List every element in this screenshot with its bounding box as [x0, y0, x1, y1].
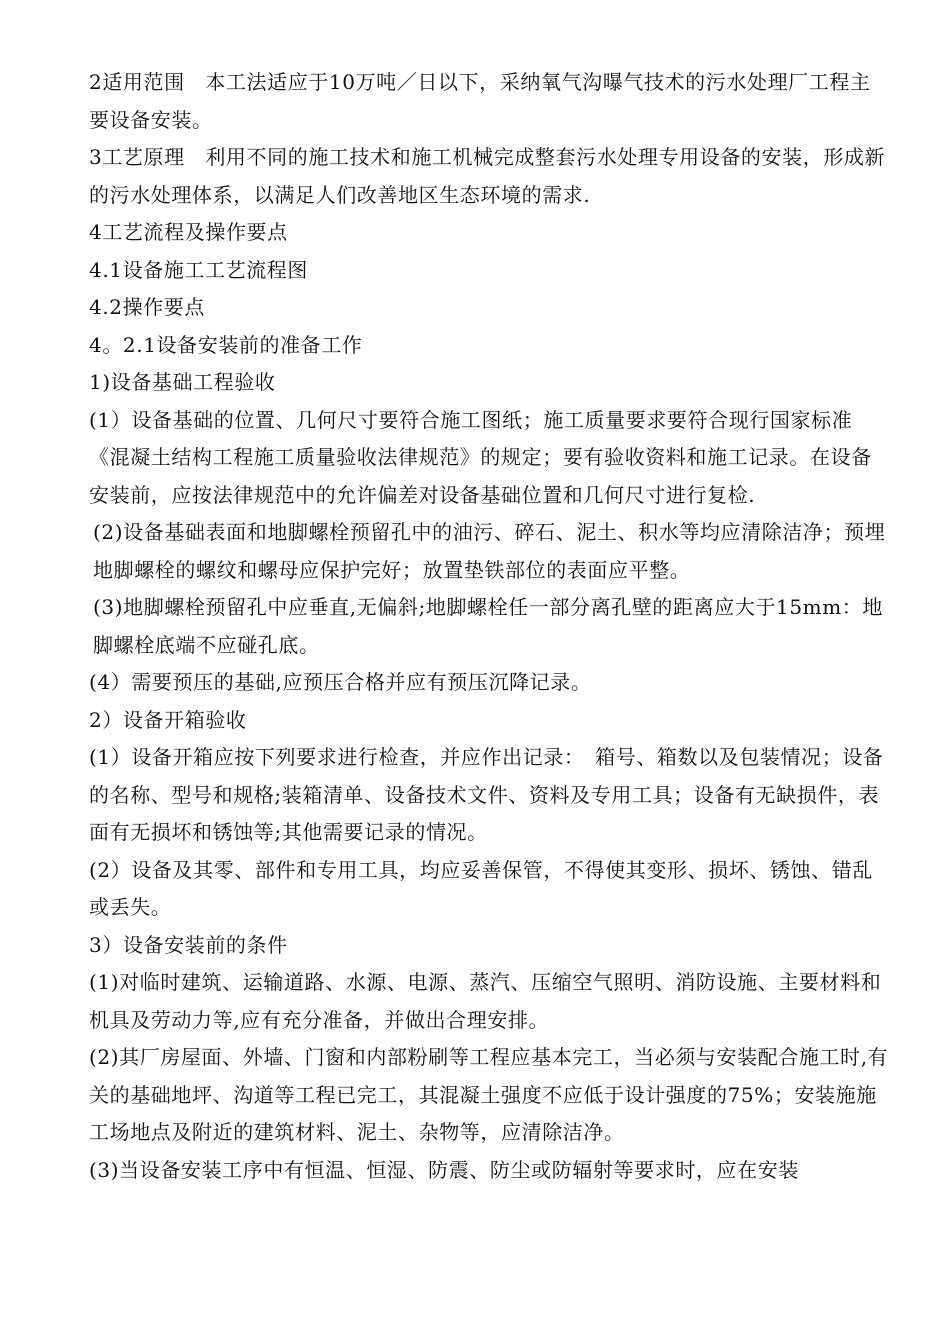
list-item: (3)地脚螺栓预留孔中应垂直,无偏斜;地脚螺栓任一部分离孔壁的距离应大于15mm：地脚螺栓底端不应碰孔底。	[93, 595, 884, 657]
subsection-heading-key-points: 4.2操作要点	[89, 295, 206, 319]
list-item: (4）需要预压的基础,应预压合格并应有预压沉降记录。	[89, 670, 592, 694]
subsection-heading-preparation: 4。2.1设备安装前的准备工作	[89, 332, 363, 357]
list-item: (1）设备基础的位置、几何尺寸要符合施工图纸；施工质量要求要符合现行国家标准《混凝土结构工程施工质量验收法律规范》的规定；要有验收资料和施工记录。在设备安装前，应按法律规范中的允许偏差对设备基础位置和几何尺寸进行复检.	[89, 407, 872, 507]
scope-paragraph: 2适用范围 本工法适应于10万吨／日以下，采纳氧气沟曝气技术的污水处理厂工程主要设备安装。	[89, 70, 871, 132]
section-heading-process: 4工艺流程及操作要点	[89, 220, 288, 244]
item-heading-conditions: 3）设备安装前的条件	[89, 932, 288, 957]
list-item: (3)当设备安装工序中有恒温、恒湿、防震、防尘或防辐射等要求时，应在安装	[89, 1157, 799, 1182]
subsection-heading-flowchart: 4.1设备施工工艺流程图	[89, 257, 309, 282]
document-body	[89, 64, 889, 1189]
list-item: (1)对临时建筑、运输道路、水源、电源、蒸汽、压缩空气照明、消防设施、主要材料和机具及劳动力等,应有充分准备，并做出合理安排。	[89, 970, 882, 1032]
item-heading-unpacking: 2）设备开箱验收	[89, 707, 247, 732]
list-item: (1）设备开箱应按下列要求进行检查，并应作出记录： 箱号、箱数以及包装情况；设备的名称、型号和规格;装箱清单、设备技术文件、资料及专用工具；设备有无缺损件，表面有无损坏和锈蚀等;其他需要记录的情况。	[89, 745, 884, 844]
list-item: (2)其厂房屋面、外墙、门窗和内部粉刷等工程应基本完工，当必须与安装配合施工时,有关的基础地坪、沟道等工程已完工，其混凝土强度不应低于设计强度的75%；安装施施工场地点及附近的建筑材料、泥土、杂物等，应清除洁净。	[89, 1045, 889, 1144]
item-heading-foundation-acceptance: 1)设备基础工程验收	[89, 370, 276, 394]
list-item: (2)设备基础表面和地脚螺栓预留孔中的油污、碎石、泥土、积水等均应清除洁净；预埋地脚螺栓的螺纹和螺母应保护完好；放置垫铁部位的表面应平整。	[93, 520, 886, 582]
principle-paragraph: 3工艺原理 利用不同的施工技术和施工机械完成整套污水处理专用设备的安装，形成新的污水处理体系，以满足人们改善地区生态环境的需求.	[89, 145, 886, 207]
list-item: (2）设备及其零、部件和专用工具，均应妥善保管，不得使其变形、损坏、锈蚀、错乱或丢失。	[89, 857, 873, 919]
